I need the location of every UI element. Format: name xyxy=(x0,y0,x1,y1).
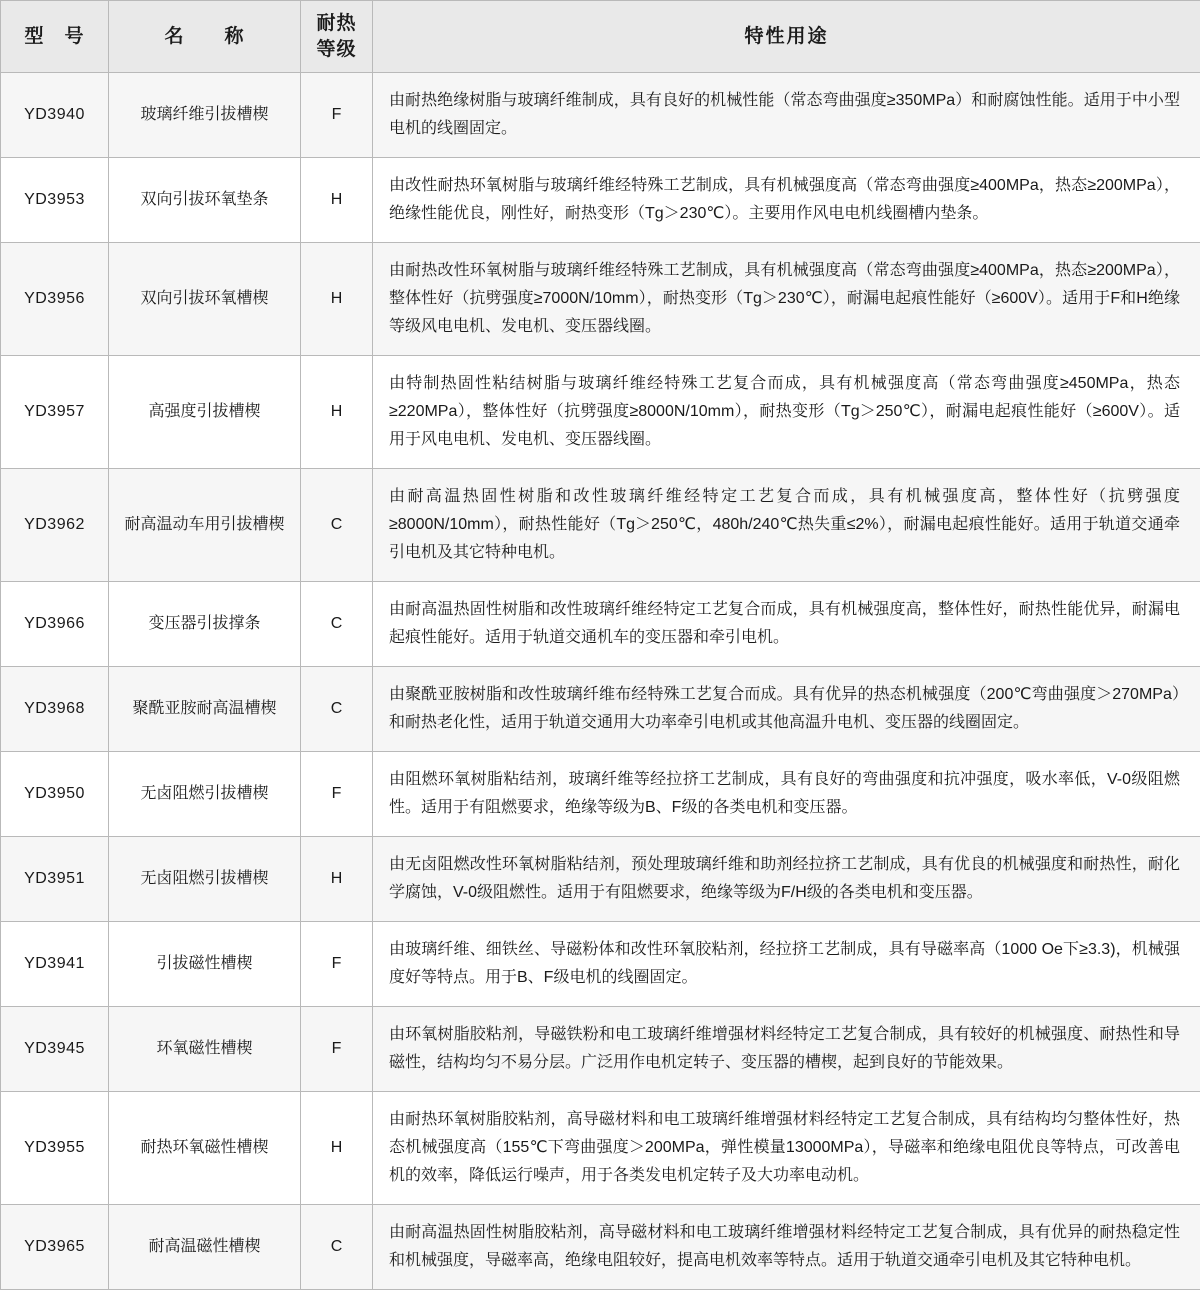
cell-description: 由耐高温热固性树脂和改性玻璃纤维经特定工艺复合而成，具有机械强度高，整体性好，耐热性能优异，耐漏电起痕性能好。适用于轨道交通机车的变压器和牵引电机。 xyxy=(373,582,1200,667)
cell-name: 高强度引拔槽楔 xyxy=(109,356,301,469)
cell-model: YD3957 xyxy=(1,356,109,469)
cell-heat-grade: F xyxy=(301,752,373,837)
cell-model: YD3940 xyxy=(1,73,109,158)
cell-description: 由玻璃纤维、细铁丝、导磁粉体和改性环氧胶粘剂，经拉挤工艺制成，具有导磁率高（1000 Oe下≥3.3)，机械强度好等特点。用于B、F级电机的线圈固定。 xyxy=(373,922,1200,1007)
table-body xyxy=(1,73,1200,1290)
table-row xyxy=(1,837,1200,922)
table-row xyxy=(1,752,1200,837)
cell-heat-grade: H xyxy=(301,1092,373,1205)
column-header-description: 特性用途 xyxy=(373,1,1200,73)
cell-description: 由耐高温热固性树脂和改性玻璃纤维经特定工艺复合而成，具有机械强度高，整体性好（抗劈强度≥8000N/10mm），耐热性能好（Tg＞250℃，480h/240℃热失重≤2%），耐漏电起痕性能好。适用于轨道交通牵引电机及其它特种电机。 xyxy=(373,469,1200,582)
table-header-row xyxy=(1,1,1200,73)
table-row xyxy=(1,1205,1200,1290)
cell-name: 玻璃纤维引拔槽楔 xyxy=(109,73,301,158)
cell-model: YD3950 xyxy=(1,752,109,837)
cell-description: 由特制热固性粘结树脂与玻璃纤维经特殊工艺复合而成，具有机械强度高（常态弯曲强度≥450MPa，热态≥220MPa），整体性好（抗劈强度≥8000N/10mm），耐热变形（Tg＞250℃），耐漏电起痕性能好（≥600V）。适用于风电电机、发电机、变压器线圈。 xyxy=(373,356,1200,469)
cell-description: 由阻燃环氧树脂粘结剂，玻璃纤维等经拉挤工艺制成，具有良好的弯曲强度和抗冲强度，吸水率低，V-0级阻燃性。适用于有阻燃要求，绝缘等级为B、F级的各类电机和变压器。 xyxy=(373,752,1200,837)
table-row xyxy=(1,469,1200,582)
cell-model: YD3968 xyxy=(1,667,109,752)
column-header-model: 型 号 xyxy=(1,1,109,73)
cell-name: 耐高温动车用引拔槽楔 xyxy=(109,469,301,582)
table-row xyxy=(1,158,1200,243)
cell-model: YD3955 xyxy=(1,1092,109,1205)
cell-model: YD3966 xyxy=(1,582,109,667)
cell-name: 引拔磁性槽楔 xyxy=(109,922,301,1007)
cell-model: YD3965 xyxy=(1,1205,109,1290)
cell-model: YD3941 xyxy=(1,922,109,1007)
cell-model: YD3956 xyxy=(1,243,109,356)
cell-description: 由无卤阻燃改性环氧树脂粘结剂，预处理玻璃纤维和助剂经拉挤工艺制成，具有优良的机械强度和耐热性，耐化学腐蚀，V-0级阻燃性。适用于有阻燃要求，绝缘等级为F/H级的各类电机和变压器。 xyxy=(373,837,1200,922)
cell-name: 双向引拔环氧垫条 xyxy=(109,158,301,243)
cell-description: 由环氧树脂胶粘剂，导磁铁粉和电工玻璃纤维增强材料经特定工艺复合制成，具有较好的机械强度、耐热性和导磁性，结构均匀不易分层。广泛用作电机定转子、变压器的槽楔，起到良好的节能效果。 xyxy=(373,1007,1200,1092)
cell-name: 无卤阻燃引拔槽楔 xyxy=(109,752,301,837)
column-header-name: 名 称 xyxy=(109,1,301,73)
cell-heat-grade: C xyxy=(301,469,373,582)
cell-model: YD3953 xyxy=(1,158,109,243)
table-row xyxy=(1,922,1200,1007)
cell-name: 聚酰亚胺耐高温槽楔 xyxy=(109,667,301,752)
cell-name: 耐高温磁性槽楔 xyxy=(109,1205,301,1290)
table-row xyxy=(1,73,1200,158)
table-row xyxy=(1,243,1200,356)
cell-model: YD3951 xyxy=(1,837,109,922)
cell-description: 由聚酰亚胺树脂和改性玻璃纤维布经特殊工艺复合而成。具有优异的热态机械强度（200℃弯曲强度＞270MPa）和耐热老化性，适用于轨道交通用大功率牵引电机或其他高温升电机、变压器的线圈固定。 xyxy=(373,667,1200,752)
cell-heat-grade: F xyxy=(301,922,373,1007)
cell-name: 耐热环氧磁性槽楔 xyxy=(109,1092,301,1205)
cell-description: 由耐高温热固性树脂胶粘剂，高导磁材料和电工玻璃纤维增强材料经特定工艺复合制成，具有优异的耐热稳定性和机械强度，导磁率高，绝缘电阻较好，提高电机效率等特点。适用于轨道交通牵引电机及其它特种电机。 xyxy=(373,1205,1200,1290)
table-row xyxy=(1,1007,1200,1092)
cell-heat-grade: H xyxy=(301,356,373,469)
table-row xyxy=(1,356,1200,469)
cell-heat-grade: H xyxy=(301,837,373,922)
table-row xyxy=(1,667,1200,752)
column-header-heat-grade-line1: 耐热 xyxy=(307,11,366,37)
cell-model: YD3962 xyxy=(1,469,109,582)
cell-model: YD3945 xyxy=(1,1007,109,1092)
table-row xyxy=(1,582,1200,667)
cell-description: 由耐热改性环氧树脂与玻璃纤维经特殊工艺制成，具有机械强度高（常态弯曲强度≥400MPa，热态≥200MPa），整体性好（抗劈强度≥7000N/10mm），耐热变形（Tg＞230℃），耐漏电起痕性能好（≥600V）。适用于F和H绝缘等级风电电机、发电机、变压器线圈。 xyxy=(373,243,1200,356)
cell-heat-grade: C xyxy=(301,667,373,752)
table-row xyxy=(1,1092,1200,1205)
column-header-heat-grade xyxy=(301,1,373,73)
cell-heat-grade: F xyxy=(301,73,373,158)
cell-name: 环氧磁性槽楔 xyxy=(109,1007,301,1092)
cell-heat-grade: H xyxy=(301,158,373,243)
cell-name: 双向引拔环氧槽楔 xyxy=(109,243,301,356)
cell-description: 由耐热环氧树脂胶粘剂，高导磁材料和电工玻璃纤维增强材料经特定工艺复合制成，具有结构均匀整体性好，热态机械强度高（155℃下弯曲强度＞200MPa，弹性模量13000MPa），导磁率和绝缘电阻优良等特点，可改善电机的效率，降低运行噪声，用于各类发电机定转子及大功率电动机。 xyxy=(373,1092,1200,1205)
column-header-heat-grade-line2: 等级 xyxy=(307,37,366,63)
table-header xyxy=(1,1,1200,73)
cell-description: 由耐热绝缘树脂与玻璃纤维制成，具有良好的机械性能（常态弯曲强度≥350MPa）和耐腐蚀性能。适用于中小型电机的线圈固定。 xyxy=(373,73,1200,158)
cell-heat-grade: F xyxy=(301,1007,373,1092)
cell-heat-grade: C xyxy=(301,582,373,667)
cell-name: 变压器引拔撑条 xyxy=(109,582,301,667)
cell-name: 无卤阻燃引拔槽楔 xyxy=(109,837,301,922)
cell-heat-grade: C xyxy=(301,1205,373,1290)
cell-heat-grade: H xyxy=(301,243,373,356)
cell-description: 由改性耐热环氧树脂与玻璃纤维经特殊工艺制成，具有机械强度高（常态弯曲强度≥400MPa，热态≥200MPa），绝缘性能优良，刚性好，耐热变形（Tg＞230℃）。主要用作风电电机线圈槽内垫条。 xyxy=(373,158,1200,243)
